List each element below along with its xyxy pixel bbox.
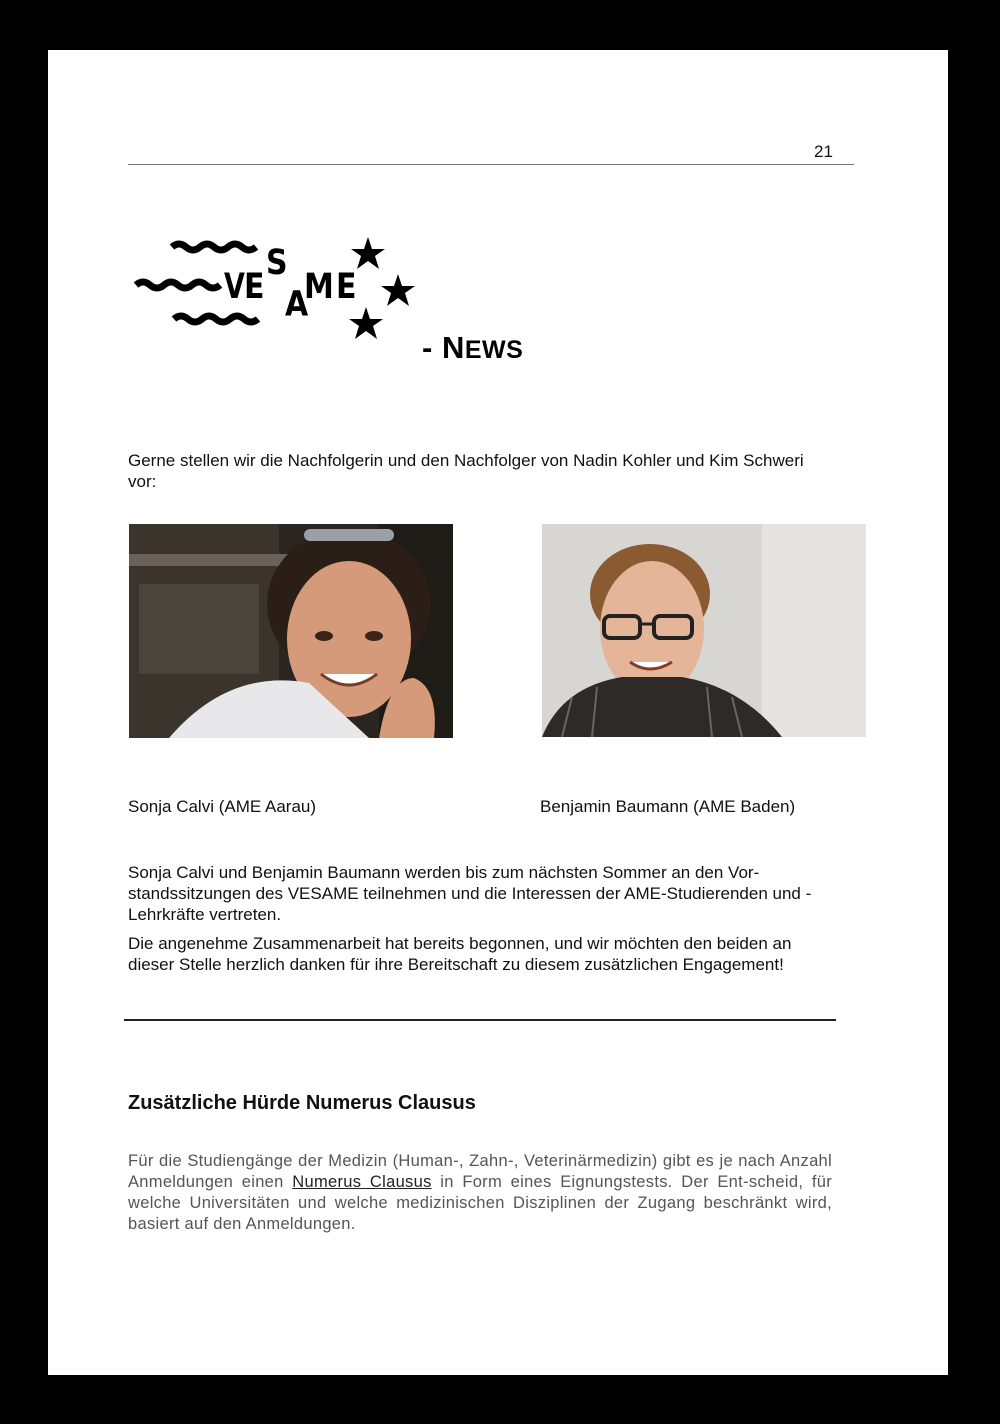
caption-sonja-calvi: Sonja Calvi (AME Aarau) bbox=[128, 797, 317, 816]
numerus-clausus-link[interactable]: Numerus Clausus bbox=[292, 1173, 432, 1191]
logo-letter-m: M bbox=[304, 266, 334, 307]
logo-wave-bottom bbox=[174, 316, 258, 322]
logo-star-right bbox=[381, 274, 415, 306]
vesame-logo bbox=[132, 235, 422, 355]
logo-star-bottom bbox=[349, 307, 383, 339]
news-title bbox=[422, 330, 523, 366]
numerus-clausus-text bbox=[128, 1151, 832, 1235]
section-heading: Zusätzliche Hürde Numerus Clausus bbox=[128, 1092, 476, 1114]
section-divider bbox=[124, 1019, 836, 1021]
document-page bbox=[48, 50, 948, 1375]
logo-letter-v: V bbox=[224, 266, 245, 307]
photo-sonja-calvi bbox=[129, 524, 453, 738]
paragraph-thanks: Die angenehme Zusammenarbeit hat bereits begonnen, und wir möchten den beiden an dieser Stelle herzlich danken für ihre Bereitschaft zu diesem zusätzlichen Engagement! bbox=[128, 934, 792, 974]
logo-wave-middle bbox=[136, 282, 220, 288]
photo-benjamin-baumann bbox=[542, 524, 866, 737]
logo-letter-e2: E bbox=[336, 266, 357, 307]
logo-wave-top bbox=[172, 244, 256, 250]
caption-benjamin-baumann: Benjamin Baumann (AME Baden) bbox=[540, 797, 796, 816]
logo-letter-e1: E bbox=[244, 266, 265, 307]
paragraph-board-meetings: Sonja Calvi und Benjamin Baumann werden bis zum nächsten Sommer an den Vor-standssitzungen des VESAME teilnehmen und die Interessen der AME-Studierenden und -Lehrkräfte vertreten. bbox=[128, 863, 812, 924]
text-before-link: Für die Studiengänge der Medizin (Human-, Zahn-, Veterinärmedizin) gibt es je nach Anzahl Anmeldungen einen bbox=[128, 1152, 832, 1191]
news-title-initial: N bbox=[441, 330, 465, 365]
page-number: 21 bbox=[814, 142, 833, 161]
text-after-link: in Form eines Eignungstests. Der Ent-scheid, für welche Universitäten und welche medizinischen Disziplinen der Zugang beschränkt wird, basiert auf den Anmeldungen. bbox=[128, 1173, 832, 1233]
news-title-rest: EWS bbox=[464, 336, 524, 364]
intro-text: Gerne stellen wir die Nachfolgerin und den Nachfolger von Nadin Kohler und Kim Schweri vor: bbox=[128, 451, 804, 491]
logo-letter-a: A bbox=[285, 283, 309, 325]
logo-star-top bbox=[351, 237, 385, 269]
logo-letter-s: S bbox=[266, 242, 288, 283]
news-title-prefix: - bbox=[422, 330, 442, 365]
header-rule bbox=[128, 164, 854, 165]
